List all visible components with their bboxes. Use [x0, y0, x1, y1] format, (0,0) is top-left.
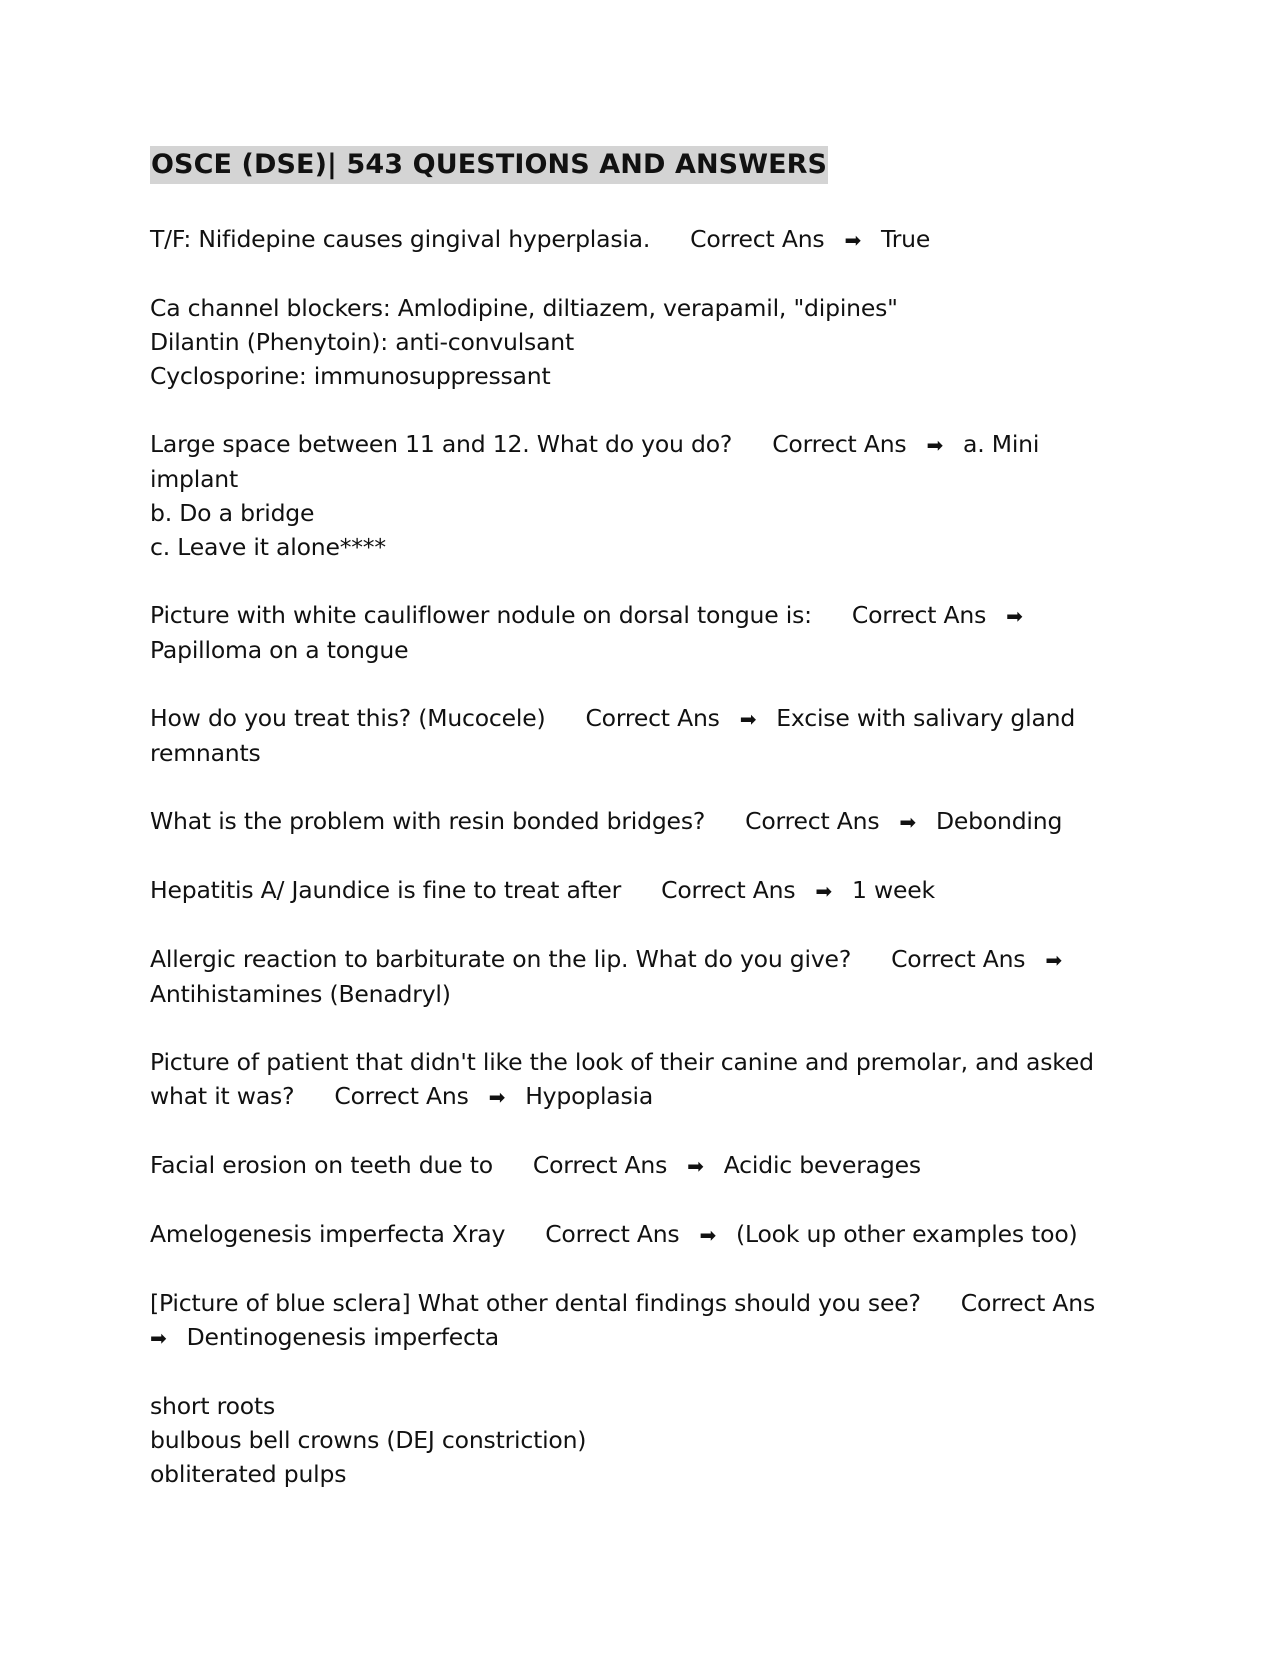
- note-line: bulbous bell crowns (DEJ constriction): [150, 1426, 587, 1454]
- note-line: short roots: [150, 1392, 276, 1420]
- document-page: [150, 146, 1130, 1525]
- answer-text: Acidic beverages: [723, 1151, 921, 1179]
- document-title: OSCE (DSE)| 543 QUESTIONS AND ANSWERS: [150, 146, 828, 184]
- qa-item: [150, 598, 1130, 667]
- answer-text: (Look up other examples too): [736, 1220, 1078, 1248]
- answer-text: implant: [150, 465, 238, 493]
- arrow-right-icon: ➡: [739, 707, 757, 731]
- question-text: [Picture of blue sclera] What other dental findings should you see?: [150, 1289, 921, 1317]
- question-text: What is the problem with resin bonded bridges?: [150, 807, 706, 835]
- question-text: Allergic reaction to barbiturate on the lip. What do you give?: [150, 945, 852, 973]
- question-text: Picture of patient that didn't like the look of their canine and premolar, and asked: [150, 1048, 1094, 1076]
- correct-ans-label: Correct Ans: [661, 876, 796, 904]
- arrow-right-icon: ➡: [687, 1154, 704, 1178]
- note-line: Ca channel blockers: Amlodipine, diltiazem, verapamil, "dipines": [150, 294, 898, 322]
- answer-text: Debonding: [935, 807, 1063, 835]
- correct-ans-label: Correct Ans: [772, 430, 907, 458]
- qa-item: [150, 873, 1130, 908]
- qa-item: [150, 1045, 1130, 1114]
- correct-ans-label: Correct Ans: [545, 1220, 680, 1248]
- qa-item: [150, 427, 1130, 564]
- answer-text: Dentinogenesis imperfecta: [186, 1323, 499, 1351]
- arrow-right-icon: ➡: [699, 1223, 717, 1247]
- question-text: what it was?: [150, 1082, 295, 1110]
- answer-text: remnants: [150, 739, 261, 767]
- question-text: Hepatitis A/ Jaundice is fine to treat after: [150, 876, 622, 904]
- correct-ans-label: Correct Ans: [585, 704, 720, 732]
- qa-item: [150, 804, 1130, 839]
- question-text: T/F: Nifidepine causes gingival hyperplasia.: [150, 225, 651, 253]
- note-line: Dilantin (Phenytoin): anti-convulsant: [150, 328, 575, 356]
- question-text: Facial erosion on teeth due to: [150, 1151, 493, 1179]
- answer-text: True: [881, 225, 931, 253]
- answer-text: Hypoplasia: [525, 1082, 654, 1110]
- correct-ans-label: Correct Ans: [690, 225, 825, 253]
- qa-item: [150, 1148, 1130, 1183]
- arrow-right-icon: ➡: [844, 228, 861, 252]
- correct-ans-label: Correct Ans: [960, 1289, 1096, 1317]
- correct-ans-label: Correct Ans: [891, 945, 1026, 973]
- answer-text: 1 week: [851, 876, 935, 904]
- qa-item: [150, 701, 1130, 770]
- arrow-right-icon: ➡: [1006, 604, 1023, 628]
- note-block: [150, 1389, 1130, 1491]
- correct-ans-label: Correct Ans: [745, 807, 880, 835]
- qa-item: [150, 1286, 1130, 1355]
- answer-text: Antihistamines (Benadryl): [150, 980, 451, 1008]
- arrow-right-icon: ➡: [815, 879, 832, 903]
- qa-item: [150, 1217, 1130, 1252]
- answer-text: Excise with salivary gland: [776, 704, 1076, 732]
- answer-text: a. Mini: [963, 430, 1040, 458]
- answer-option: c. Leave it alone****: [150, 533, 386, 561]
- correct-ans-label: Correct Ans: [334, 1082, 469, 1110]
- note-block: [150, 291, 1130, 393]
- question-text: Picture with white cauliflower nodule on dorsal tongue is:: [150, 601, 812, 629]
- arrow-right-icon: ➡: [899, 810, 916, 834]
- correct-ans-label: Correct Ans: [851, 601, 987, 629]
- arrow-right-icon: ➡: [150, 1326, 167, 1350]
- question-text: Amelogenesis imperfecta Xray: [150, 1220, 506, 1248]
- qa-item: [150, 222, 1130, 257]
- note-line: obliterated pulps: [150, 1460, 347, 1488]
- question-text: How do you treat this? (Mucocele): [150, 704, 546, 732]
- arrow-right-icon: ➡: [1045, 948, 1062, 972]
- arrow-right-icon: ➡: [488, 1085, 506, 1109]
- arrow-right-icon: ➡: [926, 433, 944, 457]
- qa-item: [150, 942, 1130, 1011]
- answer-option: b. Do a bridge: [150, 499, 315, 527]
- answer-text: Papilloma on a tongue: [150, 636, 409, 664]
- question-text: Large space between 11 and 12. What do you do?: [150, 430, 733, 458]
- note-line: Cyclosporine: immunosuppressant: [150, 362, 551, 390]
- correct-ans-label: Correct Ans: [532, 1151, 668, 1179]
